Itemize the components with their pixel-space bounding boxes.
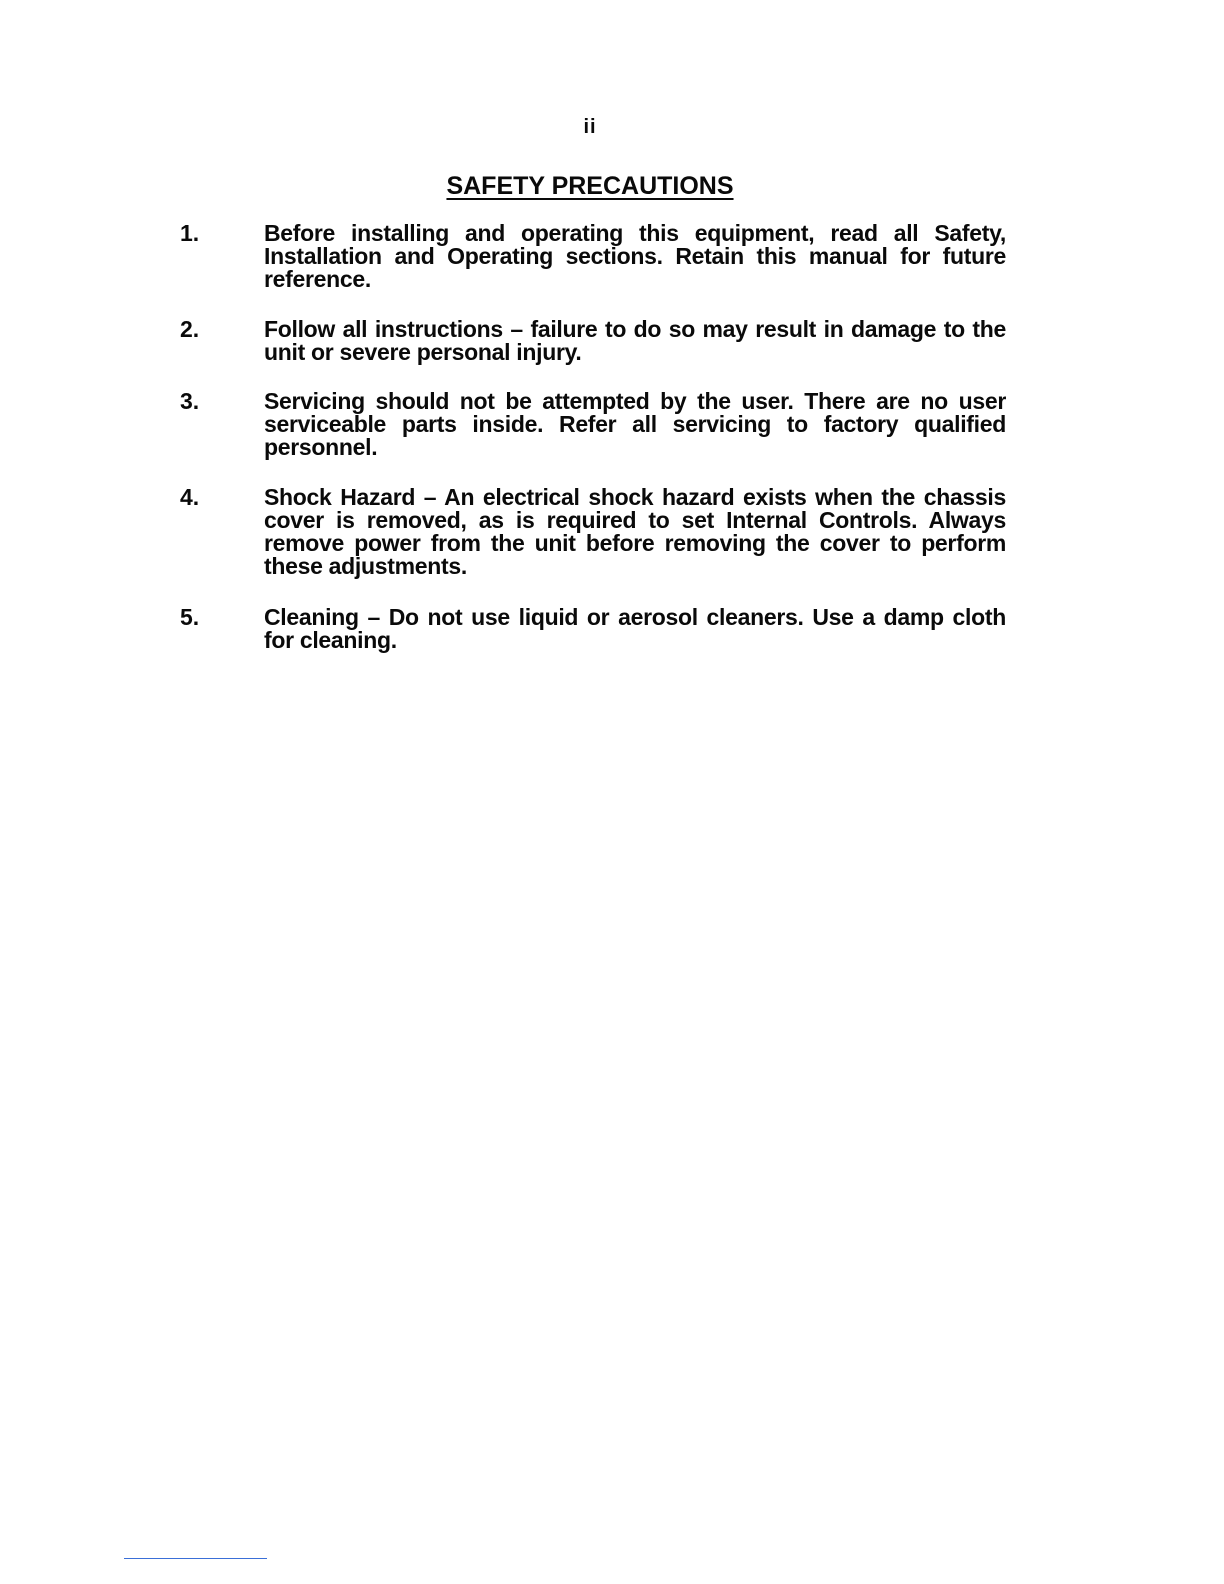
precaution-number: 4. xyxy=(180,484,200,510)
precaution-number: 3. xyxy=(180,388,200,414)
page-number: ii xyxy=(583,116,597,138)
precaution-text: Servicing should not be attempted by the user. There are no user serviceable parts inside. Refer all servicing to factory qualified personnel. xyxy=(264,388,1006,460)
precaution-number: 5. xyxy=(180,604,200,630)
page-title: SAFETY PRECAUTIONS xyxy=(446,172,734,200)
precaution-number: 2. xyxy=(180,316,200,342)
precaution-text: Cleaning – Do not use liquid or aerosol cleaners. Use a damp cloth for cleaning. xyxy=(264,604,1006,653)
precaution-text: Shock Hazard – An electrical shock hazard exists when the chassis cover is removed, as is required to set Internal Controls. Always remove power from the unit before removing the cover to perform these adjustments. xyxy=(264,484,1006,579)
precaution-text: Before installing and operating this equipment, read all Safety, Installation and Operating sections. Retain this manual for future reference. xyxy=(264,220,1006,292)
footnote-rule xyxy=(124,1558,267,1559)
precaution-number: 1. xyxy=(180,220,200,246)
precaution-text: Follow all instructions – failure to do so may result in damage to the unit or severe personal injury. xyxy=(264,316,1006,365)
